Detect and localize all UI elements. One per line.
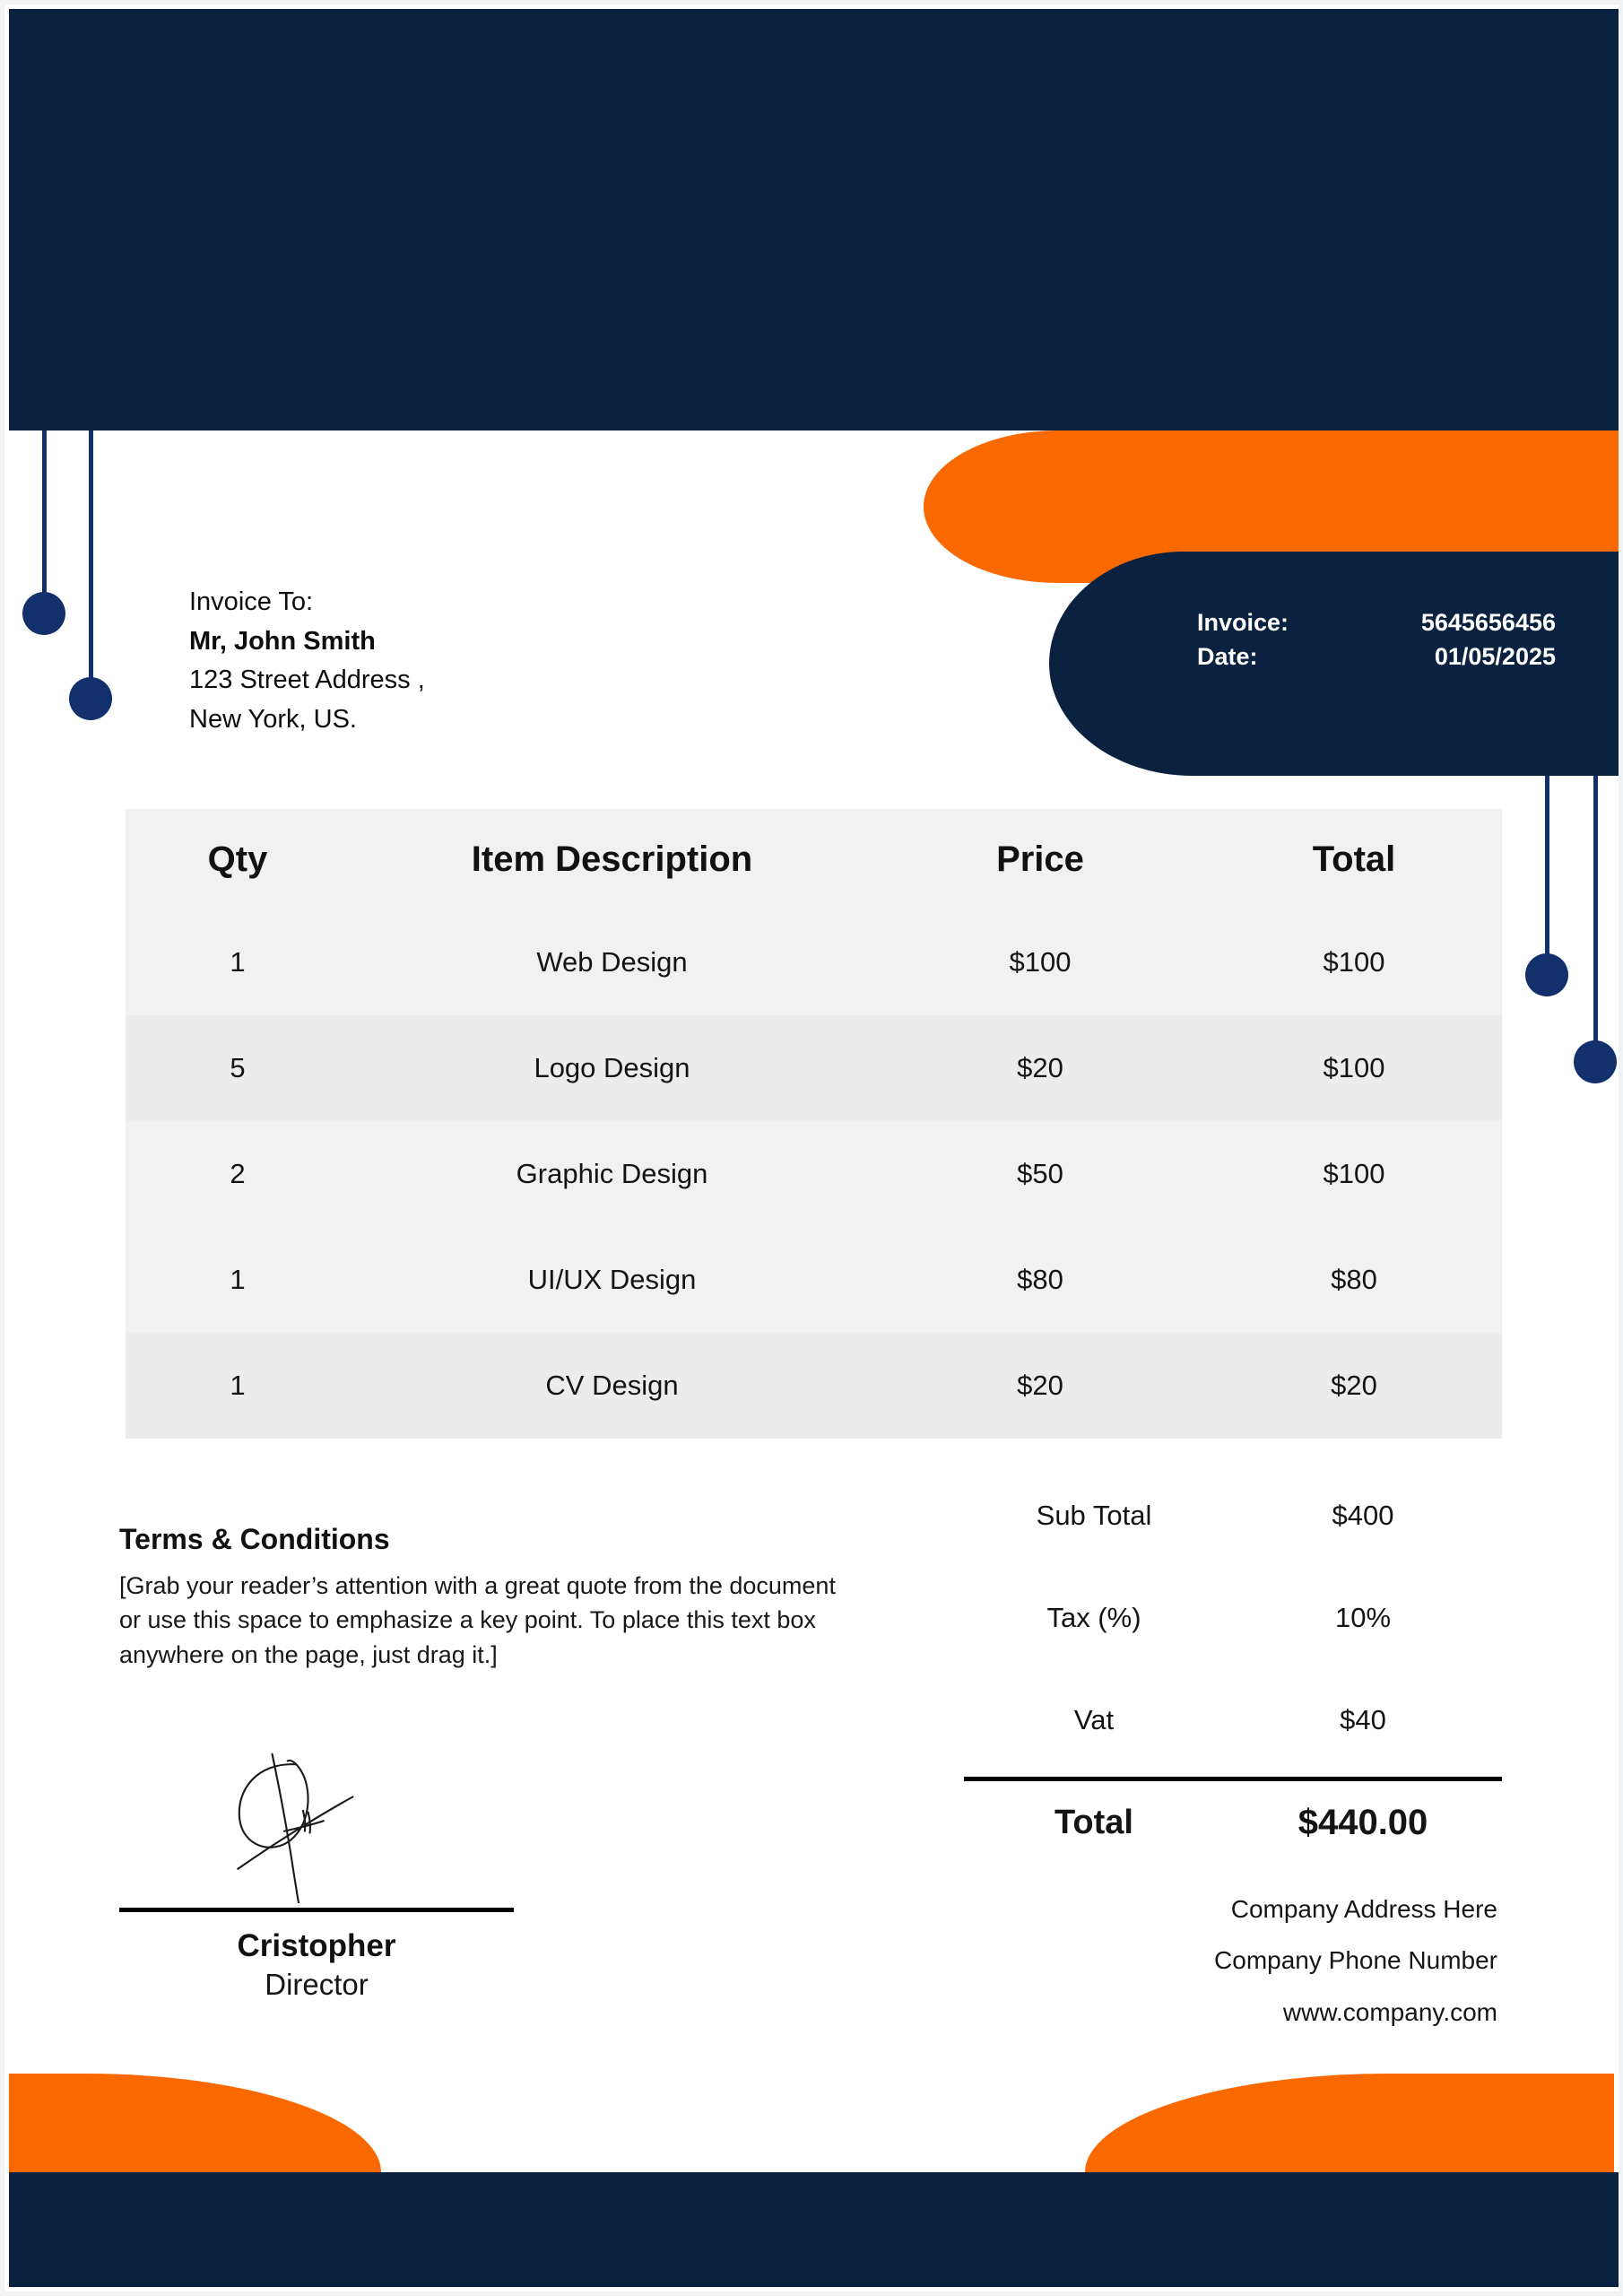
invoice-number-row: [1197, 605, 1556, 639]
cell-price: $100: [1009, 946, 1072, 978]
cell-description: CV Design: [545, 1370, 679, 1401]
summary-value-subtotal: $400: [1332, 1500, 1394, 1531]
decor-pin-dot-left-2: [69, 677, 112, 720]
cell-total: $80: [1331, 1264, 1377, 1295]
decor-pin-line-left-1: [42, 430, 47, 605]
summary-label-tax: Tax (%): [1046, 1602, 1141, 1633]
column-header-description: Item Description: [471, 839, 753, 879]
company-phone: Company Phone Number: [1214, 1946, 1497, 1975]
cell-qty: 2: [230, 1158, 246, 1189]
bill-to-block: [189, 583, 425, 739]
cell-description: UI/UX Design: [527, 1264, 697, 1295]
summary-label-total: Total: [1055, 1803, 1133, 1841]
invoice-meta: [1197, 605, 1556, 674]
footer-banner: [9, 2172, 1623, 2287]
decor-orange-curve-bottom-left: [9, 2074, 381, 2172]
table-row: [126, 909, 1502, 1015]
bill-to-label: Invoice To:: [189, 587, 314, 616]
summary-label-vat: Vat: [1073, 1704, 1115, 1735]
cell-qty: 1: [230, 1264, 246, 1295]
summary-value-tax: 10%: [1334, 1602, 1392, 1633]
column-header-qty: Qty: [207, 839, 268, 879]
cell-qty: 1: [230, 1370, 246, 1401]
decor-pin-line-right-1: [1545, 776, 1549, 966]
decor-pin-dot-right-2: [1574, 1040, 1617, 1083]
decor-pin-dot-left-1: [22, 592, 65, 635]
cell-qty: 5: [230, 1052, 246, 1083]
signature-block: [119, 1749, 514, 2003]
table-row: [126, 1333, 1502, 1439]
cell-description: Web Design: [536, 946, 688, 978]
terms-title: Terms & Conditions: [119, 1523, 390, 1555]
bill-to-name: Mr, John Smith: [189, 626, 376, 656]
company-contact-block: [1214, 1883, 1497, 2038]
cell-description: Graphic Design: [516, 1158, 708, 1189]
summary-row-subtotal: [964, 1465, 1502, 1567]
signature-name: Cristopher: [237, 1928, 396, 1963]
invoice-number-value: 5645656456: [1420, 609, 1556, 636]
company-address: Company Address Here: [1230, 1895, 1497, 1923]
bill-to-address-line-2: New York, US.: [189, 704, 357, 734]
cell-price: $80: [1017, 1264, 1063, 1295]
invoice-date-row: [1197, 639, 1556, 674]
invoice-number-label: Invoice:: [1197, 609, 1289, 636]
cell-price: $50: [1017, 1158, 1063, 1189]
bill-to-address-line-1: 123 Street Address ,: [189, 665, 425, 694]
summary-row-total: [964, 1781, 1502, 1864]
invoice-date-label: Date:: [1197, 643, 1258, 671]
summary-block: [964, 1465, 1502, 1864]
cell-qty: 1: [230, 946, 246, 978]
table-row: [126, 1015, 1502, 1121]
cell-price: $20: [1017, 1370, 1063, 1401]
table-row: [126, 1121, 1502, 1227]
cell-total: $20: [1331, 1370, 1377, 1401]
terms-block: [119, 1523, 837, 1672]
table-header-row: [126, 809, 1502, 909]
cell-price: $20: [1017, 1052, 1063, 1083]
column-header-price: Price: [996, 839, 1084, 879]
header-banner: [9, 9, 1623, 430]
invoice-date-value: 01/05/2025: [1434, 643, 1556, 671]
summary-value-vat: $40: [1340, 1704, 1386, 1735]
column-header-total: Total: [1312, 839, 1396, 879]
company-website[interactable]: www.company.com: [1282, 1997, 1497, 2026]
decor-pin-line-right-2: [1593, 776, 1598, 1054]
cell-total: $100: [1323, 1158, 1385, 1189]
signature-role: Director: [265, 1967, 369, 2001]
cell-description: Logo Design: [534, 1052, 690, 1083]
summary-value-total: $440.00: [1298, 1802, 1428, 1842]
decor-pin-line-left-2: [89, 430, 93, 691]
summary-row-vat: [964, 1669, 1502, 1771]
cell-total: $100: [1323, 1052, 1385, 1083]
decor-orange-curve-bottom-right: [1085, 2074, 1614, 2172]
summary-row-tax: [964, 1567, 1502, 1669]
table-row: [126, 1227, 1502, 1333]
cell-total: $100: [1323, 946, 1385, 978]
decor-pin-dot-right-1: [1525, 953, 1568, 996]
terms-body: [Grab your reader’s attention with a great quote from the document or use this space to emphasize a key point. To place this text box anywhere on the page, just drag it.]: [119, 1572, 836, 1668]
signature-line: [119, 1908, 514, 1912]
items-table: [126, 809, 1502, 1439]
summary-label-subtotal: Sub Total: [1036, 1500, 1152, 1531]
signature-icon: [128, 1749, 505, 1903]
